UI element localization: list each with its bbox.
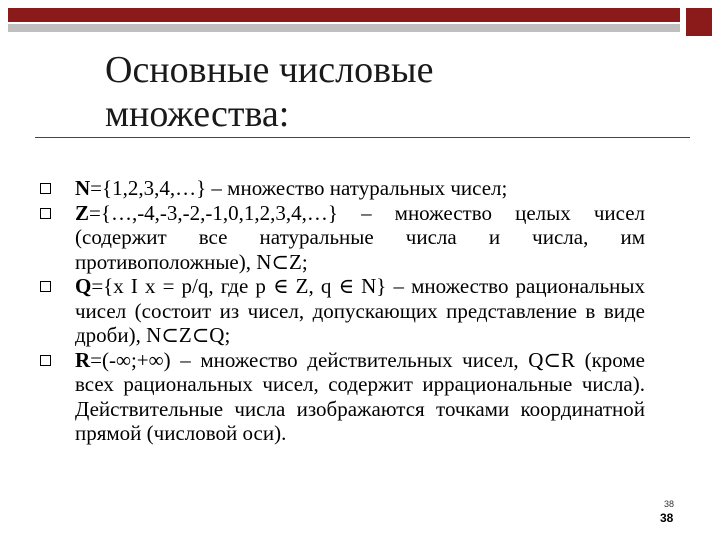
list-item-rationals — [40, 274, 645, 348]
set-description: ={x I x = p/q, где p ∈ Z, q ∈ N} – множество рациональных чисел (состоит из чисел, допускающих представление в виде дроби), N⊂Z⊂Q; — [75, 274, 645, 347]
page-number-small: 38 — [664, 499, 675, 509]
square-bullet-icon — [40, 355, 51, 366]
set-description: =(-∞;+∞) – множество действительных чисел, Q⊂R (кроме всех рациональных чисел, содержит иррациональные числа). Действительные числа изображаются точками координатной прямой (числовой оси). — [75, 347, 645, 445]
top-gray-bar — [8, 24, 680, 32]
slide-title-line2: множества: — [105, 93, 290, 135]
set-label: Q — [75, 274, 92, 298]
slide-title-line1: Основные числовые — [105, 49, 434, 91]
bullet-list — [40, 176, 645, 446]
list-item-integers — [40, 201, 645, 275]
set-description: ={…,-4,-3,-2,-1,0,1,2,3,4,…} – множество целых чисел (содержит все натуральные числа и числа, им противоположные), N⊂Z; — [75, 200, 645, 274]
square-bullet-icon — [40, 208, 51, 219]
square-bullet-icon — [40, 281, 51, 292]
list-item-reals — [40, 348, 645, 446]
title-underline — [35, 137, 690, 138]
list-item-naturals — [40, 176, 645, 201]
set-label: R — [75, 347, 91, 372]
set-label: N — [75, 176, 91, 200]
set-label: Z — [75, 200, 90, 225]
slide-title — [105, 48, 665, 136]
page-number: 38 — [660, 511, 674, 525]
top-accent-square — [686, 8, 712, 36]
top-accent-bar — [8, 8, 680, 22]
square-bullet-icon — [40, 183, 51, 194]
set-description: ={1,2,3,4,…} – множество натуральных чисел; — [90, 176, 508, 200]
